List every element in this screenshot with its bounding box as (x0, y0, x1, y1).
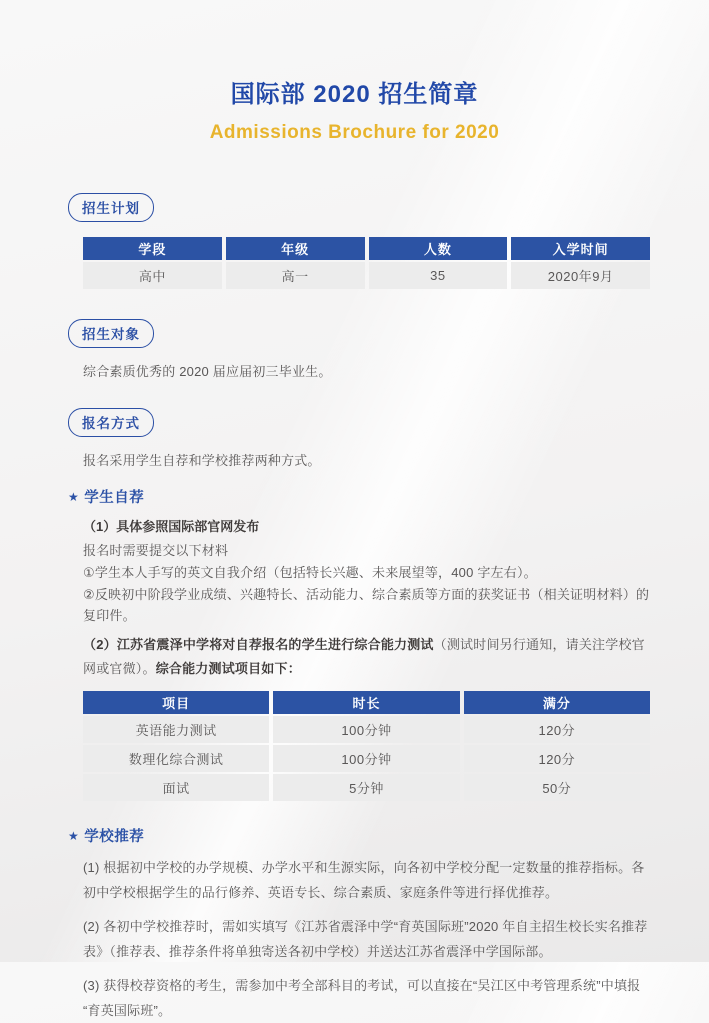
school-recommend-item-3: (3) 获得校荐资格的考生，需参加中考全部科目的考试，可以直接在“吴江区中考管理系统”中填报“育英国际班”。 (83, 978, 641, 1018)
table-header-cell: 学段 (83, 237, 222, 260)
table-cell: 120分 (464, 716, 650, 743)
self-recommend-material-2: ②反映初中阶段学业成绩、兴趣特长、活动能力、综合素质等方面的获奖证书（相关证明材料）的复印件。 (83, 587, 650, 623)
table-cell: 高一 (226, 262, 365, 289)
star-icon: ★ (68, 829, 80, 843)
application-method-text: 报名采用学生自荐和学校推荐两种方式。 (83, 453, 321, 468)
school-recommend-item-1: (1) 根据初中学校的办学规模、办学水平和生源实际，向各初中学校分配一定数量的推荐指标。各初中学校根据学生的品行修养、英语专长、综合素质、家庭条件等进行择优推荐。 (83, 860, 645, 900)
section-badge-enrollment-target: 招生对象 (68, 319, 154, 348)
table-header-cell: 满分 (464, 691, 650, 714)
item-2-parenthetical: （测试时间另行通知，请关注学校官网或官微）。 (83, 637, 645, 676)
heading-label: 学生自荐 (84, 490, 145, 506)
table-header-cell: 人数 (369, 237, 508, 260)
heading-school-recommendation (68, 825, 650, 846)
enrollment-target-text: 综合素质优秀的 2020 届应届初三毕业生。 (83, 364, 332, 379)
self-recommend-item-2 (83, 633, 650, 681)
table-cell: 5分钟 (273, 774, 459, 801)
table-cell: 120分 (464, 745, 650, 772)
star-icon: ★ (68, 490, 80, 504)
section-badge-enrollment-plan: 招生计划 (68, 193, 154, 222)
table-header-cell: 年级 (226, 237, 365, 260)
table-header-cell: 入学时间 (511, 237, 650, 260)
enrollment-plan-table (83, 237, 650, 289)
table-cell: 英语能力测试 (83, 716, 269, 743)
table-cell: 100分钟 (273, 745, 459, 772)
page-subtitle: Admissions Brochure for 2020 (209, 122, 500, 143)
ability-test-table (83, 691, 650, 801)
table-cell: 50分 (464, 774, 650, 801)
table-header-cell: 项目 (83, 691, 269, 714)
item-2-main-clause: （2）江苏省震泽中学将对自荐报名的学生进行综合能力测试 (83, 637, 434, 652)
heading-student-self-recommendation (68, 486, 650, 507)
table-cell: 2020年9月 (511, 262, 650, 289)
table-cell: 100分钟 (273, 716, 459, 743)
self-recommend-item-1: （1）具体参照国际部官网发布 (83, 519, 260, 534)
self-recommend-material-1: ①学生本人手写的英文自我介绍（包括特长兴趣、未来展望等，400 字左右）。 (83, 565, 537, 580)
item-2-trailing-clause: 综合能力测试项目如下： (155, 661, 301, 676)
page-title: 国际部 2020 招生简章 (230, 81, 479, 108)
heading-label: 学校推荐 (84, 829, 145, 845)
table-cell: 35 (369, 262, 508, 289)
table-cell: 数理化综合测试 (83, 745, 269, 772)
section-badge-application-method: 报名方式 (68, 408, 154, 437)
self-recommend-materials-intro: 报名时需要提交以下材料 (83, 543, 229, 558)
school-recommend-item-2: (2) 各初中学校推荐时，需如实填写《江苏省震泽中学“育英国际班”2020 年自主招生校长实名推荐表》（推荐表、推荐条件将单独寄送各初中学校）并送达江苏省震泽中学国际部。 (83, 919, 648, 959)
table-cell: 面试 (83, 774, 269, 801)
table-cell: 高中 (83, 262, 222, 289)
table-header-cell: 时长 (273, 691, 459, 714)
